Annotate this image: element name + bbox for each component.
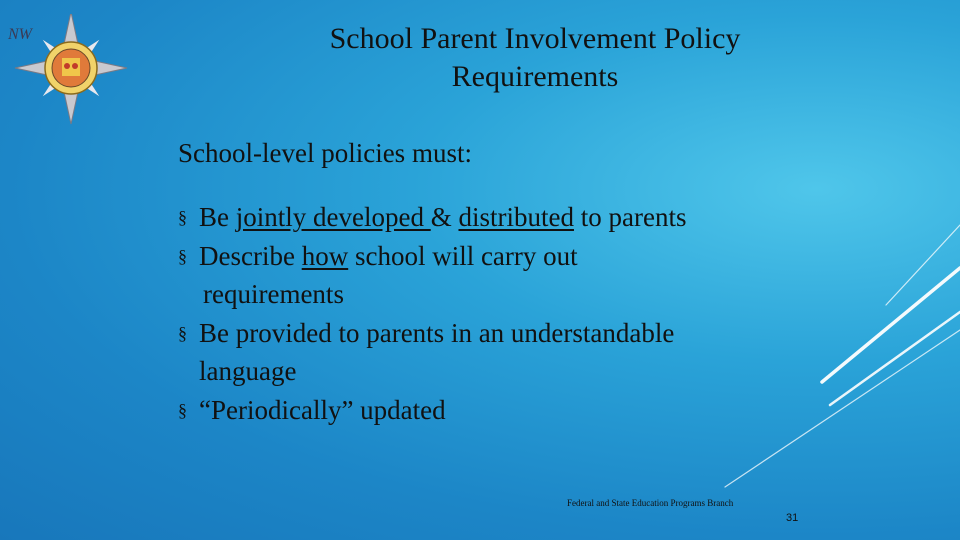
school-logo (6, 14, 130, 126)
page-number: 31 (786, 512, 799, 524)
bullet-item-4: § “Periodically” updated (178, 391, 798, 430)
subheading: School-level policies must: (178, 138, 472, 168)
deco-line-2 (822, 268, 960, 382)
bullet-item-1: § Be jointly developed & distributed to parents (178, 198, 798, 237)
title-line-1: School Parent Involvement Policy (329, 22, 741, 55)
underlined-text: jointly developed (235, 202, 431, 232)
logo-text: NW (8, 26, 32, 43)
title-line-2: Requirements (451, 60, 619, 93)
footer-text: Federal and State Education Programs Branch (567, 498, 734, 508)
bullet-item-3: § Be provided to parents in an understandable language (178, 314, 798, 391)
bullet-marker: § (178, 322, 187, 343)
slide-title (285, 20, 785, 96)
bullet-marker: § (178, 207, 187, 227)
bullet-list (178, 198, 798, 429)
bullet-continuation: requirements (203, 279, 344, 309)
bullet-marker: § (178, 245, 187, 266)
underlined-text: how (301, 240, 349, 271)
deco-line-1 (886, 225, 960, 305)
bullet-item-2: § Describe how school will carry out requirements (178, 237, 798, 314)
bullet-continuation: language (199, 356, 297, 386)
underlined-text: distributed (458, 202, 574, 232)
bullet-marker: § (178, 399, 187, 420)
